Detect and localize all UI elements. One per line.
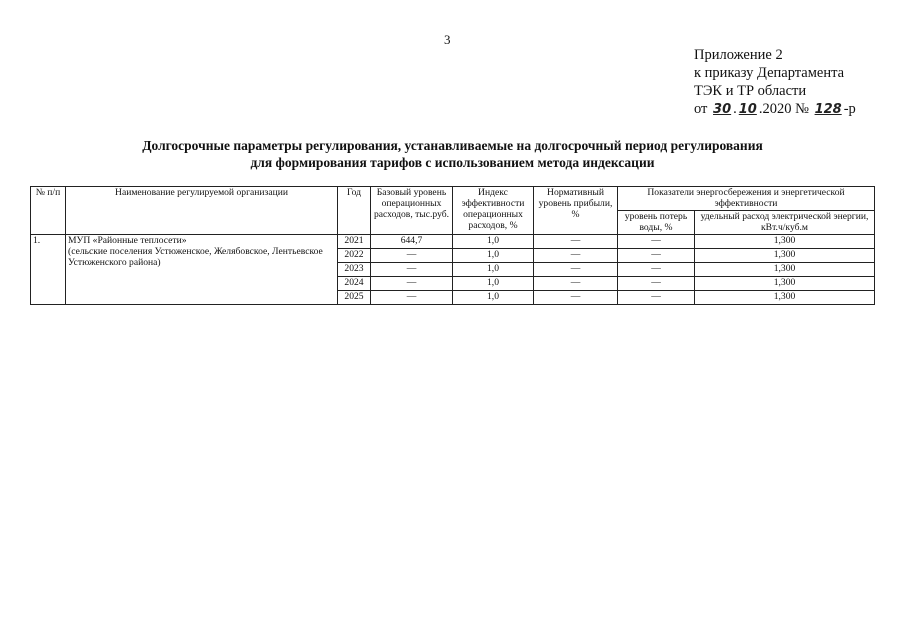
index-cell: 1,0: [453, 277, 534, 291]
header-year: Год: [338, 187, 371, 235]
loss-cell: —: [618, 277, 695, 291]
header-profit-level: Нормативный уровень прибыли, %: [534, 187, 618, 235]
header-org: Наименование регулируемой организации: [66, 187, 338, 235]
title-line-1: Долгосрочные параметры регулирования, устанавливаемые на долгосрочный период регулирования: [142, 138, 763, 153]
page-number: 3: [444, 32, 451, 47]
consumption-cell: 1,300: [695, 235, 875, 249]
document-title: [60, 137, 845, 171]
title-line-2: для формирования тарифов с использованием метода индексации: [250, 155, 655, 170]
consumption-cell: 1,300: [695, 291, 875, 305]
org-number: 1.: [31, 235, 66, 305]
base-cell: —: [371, 249, 453, 263]
header-water-loss: уровень потерь воды, %: [618, 211, 695, 235]
header-num: № п/п: [31, 187, 66, 235]
year-cell: 2021: [338, 235, 371, 249]
appendix-date-line: от 30 . 10 .2020 № 128 -р: [694, 101, 856, 117]
index-cell: 1,0: [453, 291, 534, 305]
consumption-cell: 1,300: [695, 277, 875, 291]
doc-number: 128: [814, 102, 842, 117]
header-energy-group: Показатели энергосбережения и энергетической эффективности: [618, 187, 875, 211]
loss-cell: —: [618, 249, 695, 263]
base-cell: —: [371, 277, 453, 291]
parameters-table: [30, 186, 875, 305]
base-cell: —: [371, 263, 453, 277]
org-name: МУП «Районные теплосети»: [68, 235, 187, 246]
base-cell: —: [371, 291, 453, 305]
profit-cell: —: [534, 291, 618, 305]
consumption-cell: 1,300: [695, 249, 875, 263]
org-details: (сельские поселения Устюженское, Желябовское, Лентьевское Устюженского района): [68, 246, 323, 268]
header-electricity-consumption: удельный расход электрической энергии, кВт.ч/куб.м: [695, 211, 875, 235]
index-cell: 1,0: [453, 235, 534, 249]
profit-cell: —: [534, 249, 618, 263]
loss-cell: —: [618, 235, 695, 249]
index-cell: 1,0: [453, 263, 534, 277]
table-row: [31, 235, 875, 249]
base-cell: 644,7: [371, 235, 453, 249]
loss-cell: —: [618, 291, 695, 305]
year-cell: 2024: [338, 277, 371, 291]
header-efficiency-index: Индекс эффективности операционных расходов, %: [453, 187, 534, 235]
appendix-line-1: Приложение 2: [694, 47, 783, 63]
doc-suffix: -р: [843, 101, 856, 117]
loss-cell: —: [618, 263, 695, 277]
consumption-cell: 1,300: [695, 263, 875, 277]
date-day: 30: [713, 102, 732, 117]
date-year: .2020 №: [758, 101, 809, 117]
appendix-block: [694, 46, 856, 119]
year-cell: 2022: [338, 249, 371, 263]
appendix-line-3: ТЭК и ТР области: [694, 83, 807, 99]
year-cell: 2023: [338, 263, 371, 277]
profit-cell: —: [534, 263, 618, 277]
year-cell: 2025: [338, 291, 371, 305]
index-cell: 1,0: [453, 249, 534, 263]
date-prefix: от: [694, 101, 708, 117]
date-month: 10: [738, 102, 757, 117]
profit-cell: —: [534, 235, 618, 249]
profit-cell: —: [534, 277, 618, 291]
org-cell: [66, 235, 338, 305]
appendix-line-2: к приказу Департамента: [694, 65, 845, 81]
header-base-expenses: Базовый уровень операционных расходов, тыс.руб.: [371, 187, 453, 235]
